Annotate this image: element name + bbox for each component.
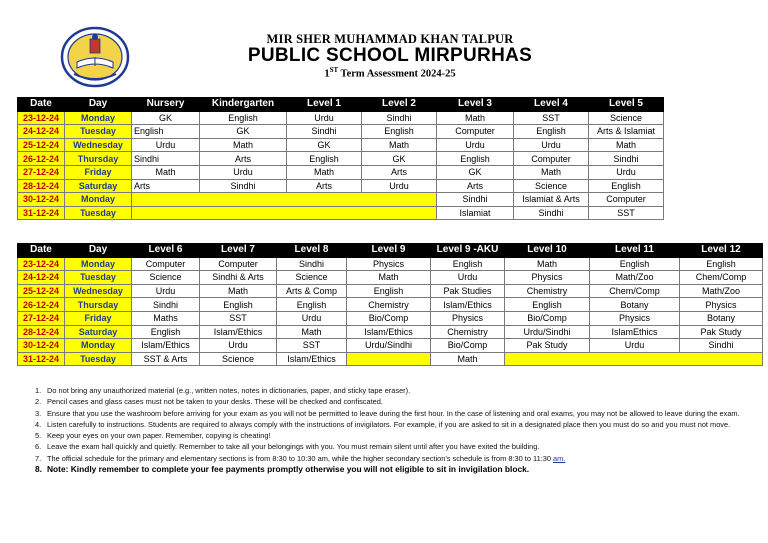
subject-cell: Arts [362,165,437,179]
table-row [18,111,664,125]
day-cell: Tuesday [65,271,132,285]
subject-cell: Physics [347,257,431,271]
table-row [18,125,664,139]
rule-item [35,441,745,452]
table-row [18,206,664,220]
subject-cell: Chemistry [347,298,431,312]
table-row [18,138,664,152]
subject-cell: Science [277,271,347,285]
subject-cell: SST [589,206,664,220]
subject-cell: English [514,125,589,139]
date-cell: 28-12-24 [18,325,65,339]
subject-cell: SST [277,339,347,353]
column-header: Level 7 [200,244,277,258]
subject-cell: Arts & Comp [277,284,347,298]
day-cell: Tuesday [65,125,132,139]
rule-text: Listen carefully to instructions. Students are required to always comply with the instructions of invigilators. For example, if you are asked to sit in a designated place then you must do so and you must not move. [47,419,731,429]
subject-cell: English [287,152,362,166]
column-header: Level 1 [287,98,362,112]
subject-cell: Pak Study [505,339,590,353]
subject-cell: IslamEthics [590,325,680,339]
day-cell: Tuesday [65,206,132,220]
subject-cell: Science [132,271,200,285]
column-header: Level 6 [132,244,200,258]
subject-cell: Sindhi [362,111,437,125]
date-cell: 28-12-24 [18,179,65,193]
subject-cell: Physics [431,311,505,325]
rule-text: Keep your eyes on your own paper. Remember, copying is cheating! [47,431,271,441]
date-cell: 23-12-24 [18,257,65,271]
subject-cell: Math [362,138,437,152]
subject-cell: GK [362,152,437,166]
subject-cell: English [590,257,680,271]
subject-cell: Urdu [590,339,680,353]
subject-cell: Arts [200,152,287,166]
term-title: 1ST Term Assessment 2024-25 [324,66,456,80]
rule-text: Do not bring any unauthorized material (e.g., written notes, notes in dictionaries, paper, and sticky tape eraser). [47,386,411,395]
rule-number: 5. [35,431,42,441]
day-cell: Friday [65,311,132,325]
rule-item [35,419,745,430]
subject-cell: English [347,284,431,298]
subject-cell: Math [200,138,287,152]
subject-cell: Urdu [362,179,437,193]
day-cell: Thursday [65,298,132,312]
table-row [18,257,763,271]
subject-cell: SST & Arts [132,352,200,366]
subject-cell: Math/Zoo [590,271,680,285]
subject-cell: English [200,298,277,312]
subject-cell: Science [589,111,664,125]
rule-item [35,453,745,464]
subject-cell: Urdu/Sindhi [347,339,431,353]
subject-cell: Bio/Comp [431,339,505,353]
column-header: Level 2 [362,98,437,112]
school-logo [60,26,130,88]
timetable-secondary [17,243,763,366]
rule-item [35,385,745,396]
column-header: Level 12 [680,244,763,258]
subject-cell: Science [514,179,589,193]
subject-cell: Islam/Ethics [347,325,431,339]
date-cell: 25-12-24 [18,138,65,152]
subject-cell: Math [437,111,514,125]
subject-cell: Urdu [277,311,347,325]
column-header: Level 8 [277,244,347,258]
column-header: Day [65,244,132,258]
subject-cell: Islamiat [437,206,514,220]
subject-cell: English [505,298,590,312]
subject-cell: Sindhi & Arts [200,271,277,285]
rule-number: 3. [35,408,42,418]
subject-cell: Urdu [287,111,362,125]
subject-cell: Math [200,284,277,298]
rule-text: Ensure that you use the washroom before arriving for your exam as you will not be permitted to leave during the first hour. In the case of listening and oral exams, you may not be allowed to leave during the exam. [47,408,740,418]
table-row [18,152,664,166]
rule-item [35,396,745,407]
subject-cell: Math [132,165,200,179]
rule-number: 8. [35,464,42,475]
school-name-line1: MIR SHER MUHAMMAD KHAN TALPUR [266,32,514,46]
subject-cell: Physics [590,311,680,325]
day-cell: Monday [65,257,132,271]
subject-cell: Sindhi [514,206,589,220]
subject-cell: Bio/Comp [347,311,431,325]
table-row [18,165,664,179]
blank-cell [132,193,437,207]
day-cell: Monday [65,111,132,125]
date-cell: 25-12-24 [18,284,65,298]
subject-cell: Computer [589,193,664,207]
day-cell: Monday [65,193,132,207]
subject-cell: Botany [680,311,763,325]
rule-item [35,408,745,419]
subject-cell: Urdu [431,271,505,285]
subject-cell: English [437,152,514,166]
subject-cell: Science [200,352,277,366]
subject-cell: SST [514,111,589,125]
subject-cell: Math/Zoo [680,284,763,298]
rule-number: 4. [35,419,42,429]
rule-number: 1. [35,386,42,395]
subject-cell: Urdu [437,138,514,152]
subject-cell: English [431,257,505,271]
subject-cell: GK [132,111,200,125]
day-cell: Thursday [65,152,132,166]
date-cell: 31-12-24 [18,352,65,366]
column-header: Nursery [132,98,200,112]
subject-cell: Sindhi [132,152,200,166]
date-cell: 26-12-24 [18,152,65,166]
rule-number: 7. [35,453,42,463]
day-cell: Saturday [65,179,132,193]
subject-cell: Computer [514,152,589,166]
subject-cell: Physics [680,298,763,312]
blank-cell [505,352,763,366]
subject-cell: Sindhi [437,193,514,207]
subject-cell: Math [347,271,431,285]
date-cell: 23-12-24 [18,111,65,125]
subject-cell: English [132,325,200,339]
rule-number: 6. [35,442,42,452]
subject-cell: Computer [200,257,277,271]
subject-cell: Arts [437,179,514,193]
table-row [18,352,763,366]
table-row [18,311,763,325]
day-cell: Wednesday [65,138,132,152]
column-header: Level 9 [347,244,431,258]
subject-cell: Bio/Comp [505,311,590,325]
date-cell: 31-12-24 [18,206,65,220]
column-header: Level 11 [590,244,680,258]
column-header: Level 4 [514,98,589,112]
subject-cell: Arts [132,179,200,193]
table-row [18,179,664,193]
subject-cell: SST [200,311,277,325]
subject-cell: English [200,111,287,125]
rule-number: 2. [35,397,42,407]
day-cell: Monday [65,339,132,353]
subject-cell: Math [277,325,347,339]
table-row [18,339,763,353]
rule-text: Note: Kindly remember to complete your fee payments promptly otherwise you will not eligible to sit in invigilation block. [47,464,530,475]
subject-cell: Physics [505,271,590,285]
subject-cell: Chemistry [431,325,505,339]
subject-cell: Sindhi [132,298,200,312]
subject-cell: Islamiat & Arts [514,193,589,207]
column-header: Level 3 [437,98,514,112]
subject-cell [347,352,431,366]
table-row [18,193,664,207]
subject-cell: Math [287,165,362,179]
rule-text: Pencil cases and glass cases must not be taken to your desks. These will be checked and confiscated. [47,397,383,407]
subject-cell: Urdu [132,284,200,298]
subject-cell: Sindhi [200,179,287,193]
subject-cell: GK [287,138,362,152]
column-header: Level 5 [589,98,664,112]
subject-cell: Urdu [132,138,200,152]
subject-cell: Arts & Islamiat [589,125,664,139]
subject-cell: Math [431,352,505,366]
timetable-primary [17,97,664,220]
time-link: am. [553,453,566,463]
subject-cell: Sindhi [680,339,763,353]
date-cell: 27-12-24 [18,165,65,179]
subject-cell: English [277,298,347,312]
subject-cell: Sindhi [277,257,347,271]
day-cell: Wednesday [65,284,132,298]
column-header: Date [18,244,65,258]
subject-cell: Islam/Ethics [431,298,505,312]
date-cell: 30-12-24 [18,339,65,353]
subject-cell: Urdu [514,138,589,152]
subject-cell: GK [437,165,514,179]
date-cell: 24-12-24 [18,271,65,285]
school-name-line2: PUBLIC SCHOOL MIRPURHAS [247,45,533,66]
date-cell: 26-12-24 [18,298,65,312]
column-header: Date [18,98,65,112]
table-row [18,325,763,339]
subject-cell: English [362,125,437,139]
subject-cell: Botany [590,298,680,312]
subject-cell: Islam/Ethics [132,339,200,353]
subject-cell: Urdu/Sindhi [505,325,590,339]
subject-cell: Math [505,257,590,271]
subject-cell: Islam/Ethics [200,325,277,339]
date-cell: 24-12-24 [18,125,65,139]
subject-cell: Computer [437,125,514,139]
column-header: Kindergarten [200,98,287,112]
subject-cell: Urdu [200,165,287,179]
subject-cell: Sindhi [287,125,362,139]
subject-cell: Islam/Ethics [277,352,347,366]
subject-cell: Math [589,138,664,152]
subject-cell: English [589,179,664,193]
subject-cell: Math [514,165,589,179]
subject-cell: Urdu [589,165,664,179]
table-row [18,298,763,312]
column-header: Level 9 -AKU [431,244,505,258]
subject-cell: GK [200,125,287,139]
subject-cell: English [132,125,200,139]
rule-item [35,464,745,475]
table-row [18,284,763,298]
date-cell: 30-12-24 [18,193,65,207]
day-cell: Friday [65,165,132,179]
subject-cell: Chem/Comp [590,284,680,298]
subject-cell: Pak Studies [431,284,505,298]
subject-cell: English [680,257,763,271]
subject-cell: Sindhi [589,152,664,166]
day-cell: Saturday [65,325,132,339]
subject-cell: Computer [132,257,200,271]
subject-cell: Chem/Comp [680,271,763,285]
column-header: Day [65,98,132,112]
date-cell: 27-12-24 [18,311,65,325]
subject-cell: Pak Study [680,325,763,339]
column-header: Level 10 [505,244,590,258]
rule-item [35,430,745,441]
rule-text: Leave the exam hall quickly and quietly. Remember to take all your belongings with you. You must remain silent until after you have exited the building. [47,442,540,452]
rule-text: The official schedule for the primary and elementary sections is from 8:30 to 10:30 am, while the higher secondary section's schedule is from 8:30 to 11:30 am. [47,453,566,463]
subject-cell: Arts [287,179,362,193]
subject-cell: Urdu [200,339,277,353]
day-cell: Tuesday [65,352,132,366]
subject-cell: Maths [132,311,200,325]
subject-cell: Chemistry [505,284,590,298]
table-row [18,271,763,285]
blank-cell [132,206,437,220]
exam-rules-list [35,385,745,475]
